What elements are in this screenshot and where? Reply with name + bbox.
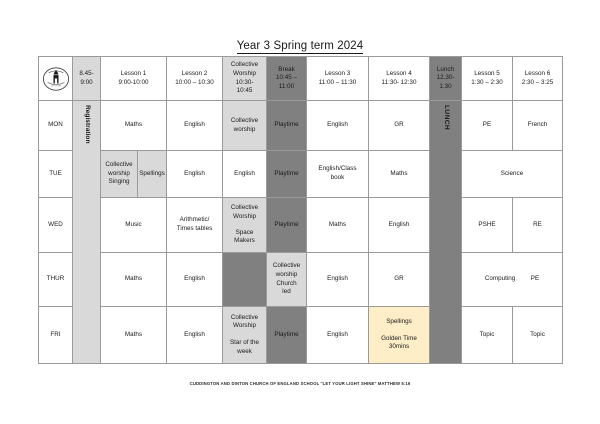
cell-fri-break: Playtime [267, 307, 307, 364]
cell-tue-lesson56: Science [462, 151, 563, 198]
cell-mon-lesson1: Maths [101, 101, 167, 151]
school-crest-cell [39, 57, 73, 101]
cell-wed-lesson2-line2: Times tables [176, 225, 213, 232]
lunch-label: Lunch [436, 65, 455, 73]
cell-thur-lesson4: GR [369, 253, 430, 307]
lesson-4-label: Lesson 4 [386, 69, 412, 77]
cell-tue-cw-line2: worship [108, 169, 130, 177]
cell-thur-lesson1: Maths [101, 253, 167, 307]
page-title: Year 3 Spring term 2024 [236, 40, 364, 52]
cell-tue-lesson3-line2: book [330, 174, 345, 181]
lesson-3-label: Lesson 3 [324, 69, 351, 77]
lesson-5-label: Lesson 5 [474, 69, 500, 77]
cell-fri-lesson5: Topic [462, 307, 513, 364]
break-time-line1: 10:45 – [275, 74, 297, 82]
page-title-container [0, 36, 600, 54]
cell-fri-lesson4-line3: 30mins [388, 343, 410, 351]
day-label-mon: MON [39, 101, 73, 151]
cell-wed-lesson2-line1: Arithmetic/ [179, 216, 210, 224]
cw-time-line1: 10:30- [235, 78, 254, 86]
row-monday [39, 101, 563, 151]
cell-mon-lesson2: English [167, 101, 223, 151]
cw-time-line2: 10:45 [236, 87, 253, 95]
cell-mon-cw-line1: Collective [230, 116, 259, 124]
lesson-1-time: 9:00-10:00 [118, 78, 149, 86]
svg-text:LET YOUR: LET YOUR [50, 84, 61, 87]
cell-wed-lesson2 [167, 198, 223, 253]
lesson-4-time: 11:30- 12:30 [381, 78, 417, 86]
cw-label-line1: Collective [230, 61, 259, 69]
cell-fri-cw-line4: week [237, 347, 252, 355]
header-registration-time [73, 57, 101, 101]
cell-tue-lesson1a [101, 151, 138, 198]
cell-wed-lesson4: English [369, 198, 430, 253]
cell-thur-collective-worship [223, 253, 267, 307]
cell-thur-lesson6-label: PE [530, 275, 540, 283]
row-thursday [39, 253, 563, 307]
registration-time-line1: 8.45- [79, 69, 94, 77]
cell-wed-cw-line3: Space [235, 228, 254, 236]
cell-fri-lesson3: English [307, 307, 369, 364]
cell-thur-break-line4: led [282, 288, 291, 296]
day-label-wed: WED [39, 198, 73, 253]
cell-tue-collective-worship: English [223, 151, 267, 198]
cell-thur-break-line2: worship [275, 270, 298, 278]
cell-fri-cw-line1: Collective [230, 313, 259, 321]
day-label-fri: FRI [39, 307, 73, 364]
cell-thur-break [267, 253, 307, 307]
header-lesson-5 [462, 57, 513, 101]
cell-tue-lesson4: Maths [369, 151, 430, 198]
lunch-label-vertical: LUNCH [442, 105, 450, 131]
cell-tue-cw-line3: Singing [108, 178, 130, 186]
header-collective-worship [223, 57, 267, 101]
registration-column [73, 101, 101, 364]
cell-mon-lesson3: English [307, 101, 369, 151]
day-label-tue: TUE [39, 151, 73, 198]
header-lesson-3 [307, 57, 369, 101]
lesson-1-label: Lesson 1 [120, 69, 147, 77]
header-break [267, 57, 307, 101]
registration-inner [73, 101, 100, 363]
cell-tue-lesson3-line1: English/Class [318, 165, 357, 173]
cell-tue-cw-line1: Collective [105, 161, 133, 169]
cell-fri-lesson6: Topic [513, 307, 563, 364]
header-row [39, 57, 563, 101]
row-wednesday [39, 198, 563, 253]
cell-thur-lesson2: English [167, 253, 223, 307]
cell-mon-lesson4: GR [369, 101, 430, 151]
cell-fri-lesson4-line2: Golden Time [381, 334, 417, 342]
day-label-thur: THUR [39, 253, 73, 307]
cell-thur-break-line1: Collective [272, 262, 301, 270]
lunch-column [430, 101, 462, 364]
cell-wed-lesson3: Maths [307, 198, 369, 253]
cell-wed-lesson5: PSHE [462, 198, 513, 253]
cw-label-line2: Worship [233, 69, 256, 77]
cell-mon-lesson5: PE [462, 101, 513, 151]
header-lesson-6 [513, 57, 563, 101]
cell-wed-cw-line4: Makers [234, 237, 255, 245]
cell-thur-lesson5-label: Computing [484, 275, 516, 283]
header-lesson-4 [369, 57, 430, 101]
cell-mon-cw-line2: worship [233, 125, 256, 133]
lunch-time-line2: 1.30 [439, 82, 452, 90]
cell-tue-lesson2: English [167, 151, 223, 198]
cell-wed-collective-worship [223, 198, 267, 253]
lunch-time-line1: 12.30- [436, 74, 455, 82]
registration-label: Registration [83, 105, 91, 144]
break-label: Break [278, 65, 295, 73]
header-lesson-1 [101, 57, 167, 101]
header-lunch [430, 57, 462, 101]
cell-tue-lesson1b: Spellings [138, 151, 167, 198]
cell-fri-collective-worship [223, 307, 267, 364]
lesson-3-time: 11:00 – 11:30 [318, 78, 357, 86]
cell-fri-lesson1: Maths [101, 307, 167, 364]
header-lesson-2 [167, 57, 223, 101]
cell-mon-collective-worship [223, 101, 267, 151]
cell-wed-break: Playtime [267, 198, 307, 253]
cell-thur-break-line3: Church [276, 279, 297, 287]
lesson-6-label: Lesson 6 [524, 69, 551, 77]
cell-fri-lesson4 [369, 307, 430, 364]
lesson-6-time: 2:30 – 3:25 [521, 78, 554, 86]
row-tuesday [39, 151, 563, 198]
cell-mon-lesson6: French [513, 101, 563, 151]
cell-fri-cw-line2: Worship [233, 322, 256, 330]
lunch-inner [430, 101, 461, 363]
cell-wed-cw-line1: Collective [230, 204, 259, 212]
cell-mon-break: Playtime [267, 101, 307, 151]
row-friday [39, 307, 563, 364]
timetable [38, 56, 563, 364]
lesson-2-label: Lesson 2 [181, 69, 208, 77]
cell-tue-lesson3 [307, 151, 369, 198]
cell-thur-lesson56 [462, 253, 563, 307]
lesson-2-time: 10:00 – 10:30 [175, 78, 214, 86]
school-crest-icon [42, 65, 70, 93]
cell-fri-lesson4-line1: Spellings [386, 318, 412, 326]
cell-wed-cw-line2: Worship [233, 212, 256, 220]
cell-wed-lesson6: RE [513, 198, 563, 253]
cell-wed-lesson1: Music [101, 198, 167, 253]
cell-fri-lesson2: English [167, 307, 223, 364]
page-footer: CUDDINGTON AND DINTON CHURCH OF ENGLAND SCHOOL "LET YOUR LIGHT SHINE" MATTHEW 5:16 [189, 381, 411, 386]
cell-tue-break: Playtime [267, 151, 307, 198]
registration-time-line2: 9:00 [80, 78, 93, 86]
cell-fri-cw-line3: Star of the [229, 339, 260, 346]
lesson-5-time: 1:30 – 2:30 [471, 78, 503, 86]
cell-thur-lesson3: English [307, 253, 369, 307]
break-time-line2: 11:00 [278, 82, 295, 90]
